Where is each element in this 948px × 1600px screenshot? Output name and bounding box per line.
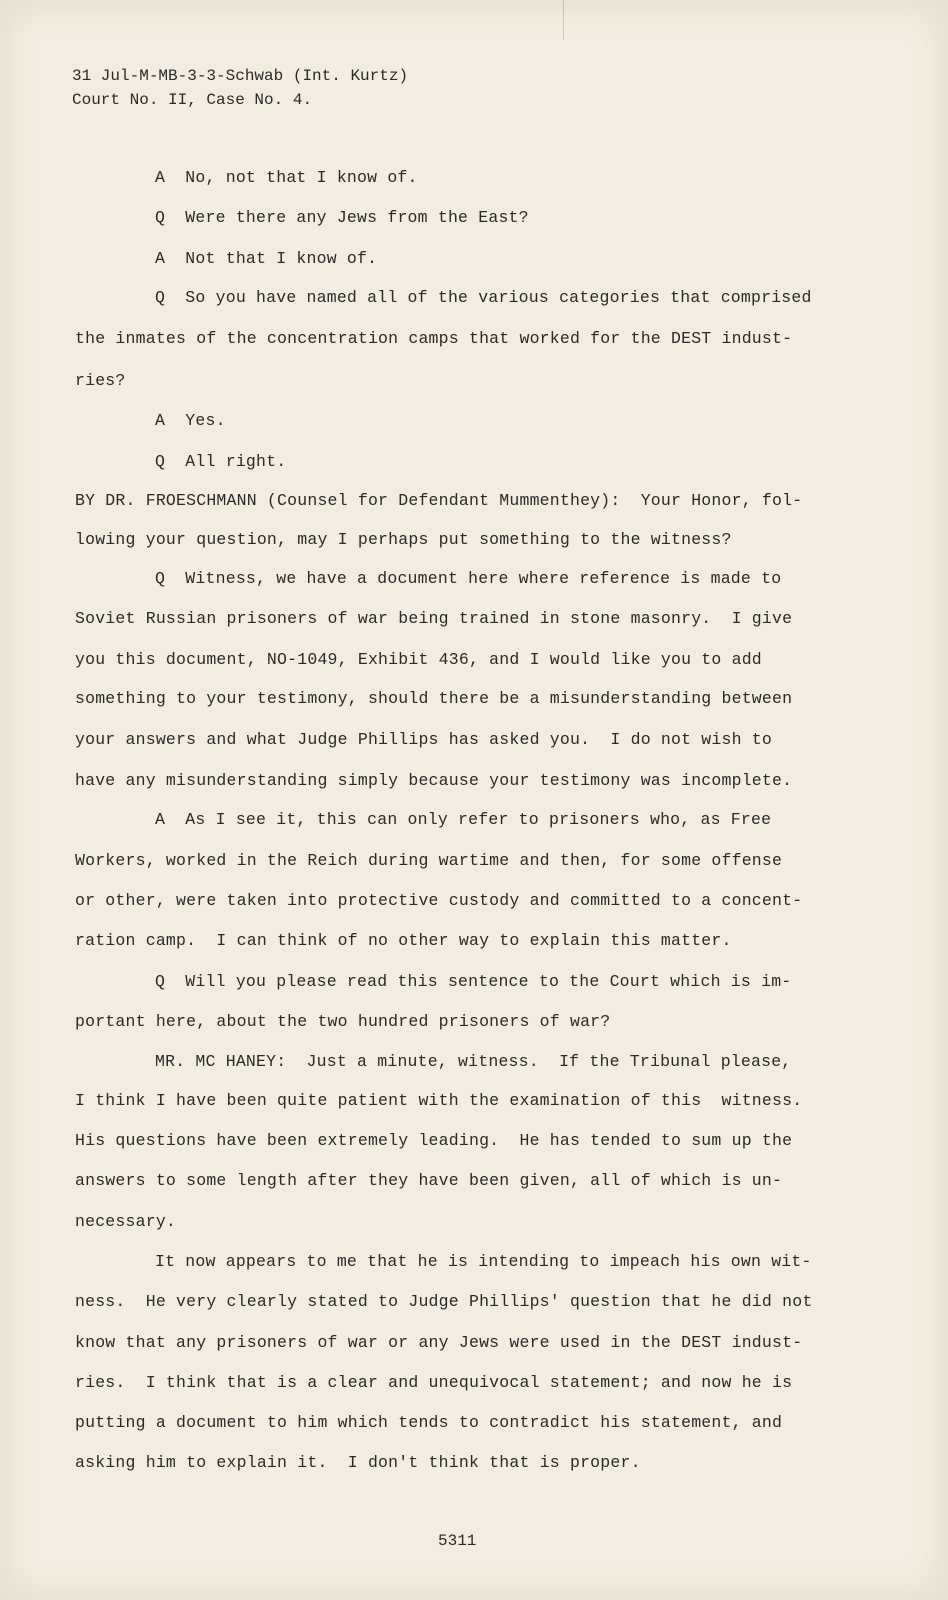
text-line: MR. MC HANEY: Just a minute, witness. If the Tribunal please,	[155, 1052, 792, 1071]
text-line: A As I see it, this can only refer to prisoners who, as Free	[155, 810, 772, 829]
fold-mark	[563, 0, 564, 40]
text-line: Soviet Russian prisoners of war being trained in stone masonry. I give	[75, 609, 793, 628]
text-line: you this document, NO-1049, Exhibit 436, and I would like you to add	[75, 650, 762, 669]
text-line: ness. He very clearly stated to Judge Phillips' question that he did not	[75, 1292, 813, 1311]
text-line: A Not that I know of.	[155, 249, 378, 268]
document-header	[72, 64, 408, 112]
page-number: 5311	[438, 1532, 477, 1550]
text-line: portant here, about the two hundred prisoners of war?	[75, 1012, 611, 1031]
text-line: I think I have been quite patient with the examination of this witness.	[75, 1091, 803, 1110]
text-line: Q So you have named all of the various categories that comprised	[155, 288, 812, 307]
text-line: asking him to explain it. I don't think that is proper.	[75, 1453, 641, 1472]
header-line-1: 31 Jul-M-MB-3-3-Schwab (Int. Kurtz)	[72, 67, 409, 85]
text-line: It now appears to me that he is intending to impeach his own wit-	[155, 1252, 812, 1271]
text-line: His questions have been extremely leading. He has tended to sum up the	[75, 1131, 793, 1150]
text-line: the inmates of the concentration camps that worked for the DEST indust-	[75, 329, 793, 348]
text-line: Q Witness, we have a document here where reference is made to	[155, 569, 782, 588]
text-line: something to your testimony, should there be a misunderstanding between	[75, 689, 793, 708]
text-line: or other, were taken into protective custody and committed to a concent-	[75, 891, 803, 910]
text-line: putting a document to him which tends to contradict his statement, and	[75, 1413, 783, 1432]
text-line: A No, not that I know of.	[155, 168, 418, 187]
text-line: have any misunderstanding simply because your testimony was incomplete.	[75, 771, 793, 790]
text-line: your answers and what Judge Phillips has asked you. I do not wish to	[75, 730, 773, 749]
text-line: Workers, worked in the Reich during wartime and then, for some offense	[75, 851, 783, 870]
text-line: ries. I think that is a clear and unequivocal statement; and now he is	[75, 1373, 793, 1392]
header-line-2: Court No. II, Case No. 4.	[72, 91, 313, 109]
text-line: BY DR. FROESCHMANN (Counsel for Defendant Mummenthey): Your Honor, fol-	[75, 491, 803, 510]
text-line: ries?	[75, 371, 126, 390]
text-line: A Yes.	[155, 411, 226, 430]
text-line: necessary.	[75, 1212, 177, 1231]
text-line: ration camp. I can think of no other way to explain this matter.	[75, 931, 732, 950]
text-line: Q All right.	[155, 452, 287, 471]
text-line: know that any prisoners of war or any Jews were used in the DEST indust-	[75, 1333, 803, 1352]
text-line: lowing your question, may I perhaps put something to the witness?	[75, 530, 732, 549]
text-line: answers to some length after they have been given, all of which is un-	[75, 1171, 783, 1190]
text-line: Q Will you please read this sentence to the Court which is im-	[155, 972, 792, 991]
text-line: Q Were there any Jews from the East?	[155, 208, 529, 227]
